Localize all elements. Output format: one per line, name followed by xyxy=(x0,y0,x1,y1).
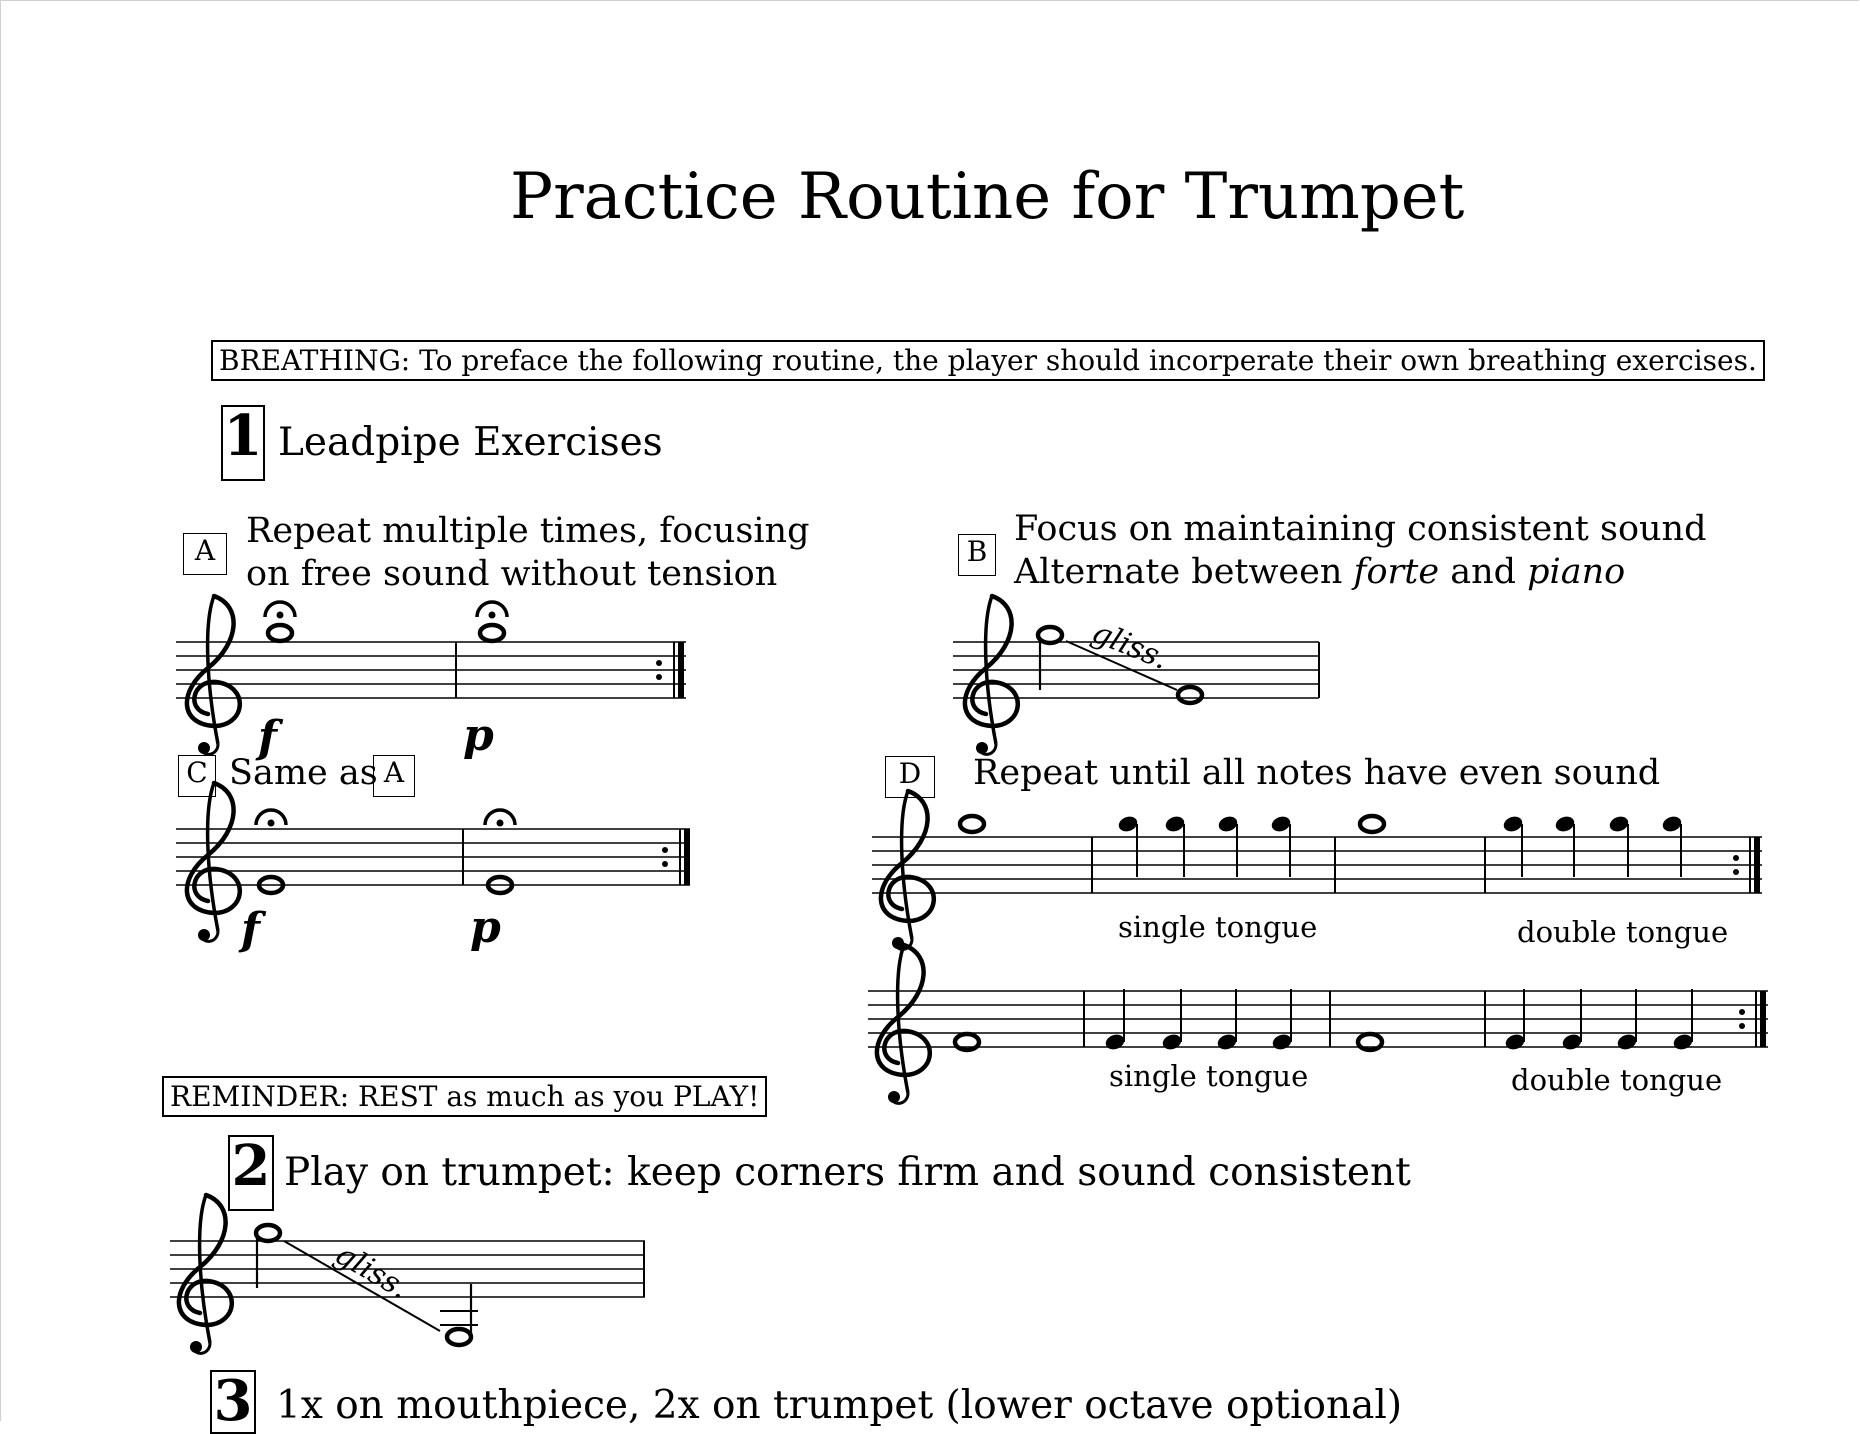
quarter-note xyxy=(1216,1032,1239,1052)
quarter-note xyxy=(1661,814,1684,834)
treble-clef-icon xyxy=(187,596,240,754)
forte-word: forte xyxy=(1353,552,1440,593)
staff-a xyxy=(176,596,686,763)
double-tongue-label-2: double tongue xyxy=(1511,1063,1723,1097)
exercise-d-letter: D xyxy=(885,756,935,798)
section-2-number: 2 xyxy=(228,1135,274,1211)
dynamic-forte: f xyxy=(258,712,277,763)
single-tongue-label-2: single tongue xyxy=(1109,1059,1309,1093)
quarter-note xyxy=(1672,1032,1695,1052)
quarter-note xyxy=(1270,814,1293,834)
quarter-note xyxy=(1616,1032,1639,1052)
section-3-number: 3 xyxy=(210,1370,256,1434)
staff-section-2 xyxy=(170,1195,645,1353)
treble-clef-icon xyxy=(179,1195,232,1353)
staff-c xyxy=(176,783,690,955)
exercise-a-line2: on free sound without tension xyxy=(246,554,778,595)
gliss-label: gliss. xyxy=(1087,614,1174,677)
gliss-label: gliss. xyxy=(329,1236,415,1307)
exercise-d-text: Repeat until all notes have even sound xyxy=(973,753,1661,793)
staff-b xyxy=(953,596,1319,754)
exercise-c-letter: C xyxy=(178,755,216,797)
whole-note xyxy=(268,625,292,641)
half-note xyxy=(256,1225,280,1241)
staff-d-line-1 xyxy=(872,791,1762,949)
quarter-note xyxy=(1561,1032,1584,1052)
section-3-title: 1x on mouthpiece, 2x on trumpet (lower octave optional) xyxy=(276,1383,1403,1428)
whole-note xyxy=(1360,816,1384,832)
fermata-icon xyxy=(477,602,507,619)
dynamic-piano: p xyxy=(463,710,494,761)
exercise-b-line1: Focus on maintaining consistent sound xyxy=(1014,509,1707,549)
dynamic-forte: f xyxy=(241,904,260,955)
exercise-b-line2-mid: and xyxy=(1439,552,1528,593)
exercise-a-line1: Repeat multiple times, focusing xyxy=(246,511,810,551)
half-note xyxy=(447,1329,471,1345)
whole-note xyxy=(480,625,504,641)
double-tongue-label-1: double tongue xyxy=(1517,915,1729,949)
dynamic-piano: p xyxy=(470,902,501,953)
treble-clef-icon xyxy=(881,791,934,949)
quarter-note xyxy=(1164,814,1187,834)
reminder-note: REMINDER: REST as much as you PLAY! xyxy=(162,1076,767,1117)
piano-word: piano xyxy=(1527,552,1626,593)
exercise-c-text: Same as xyxy=(229,753,378,793)
treble-clef-icon xyxy=(187,783,240,941)
fermata-icon xyxy=(256,810,286,827)
exercise-b-letter: B xyxy=(958,534,996,576)
staff-d-line-2 xyxy=(868,945,1768,1103)
quarter-note xyxy=(1502,814,1525,834)
quarter-note xyxy=(1117,814,1140,834)
quarter-note xyxy=(1608,814,1631,834)
page-title: Practice Routine for Trumpet xyxy=(510,160,1465,234)
section-1-number: 1 xyxy=(221,405,265,481)
whole-note xyxy=(960,816,984,832)
section-2-title: Play on trumpet: keep corners firm and sound consistent xyxy=(284,1150,1411,1195)
single-tongue-label-1: single tongue xyxy=(1118,910,1318,944)
fermata-icon xyxy=(485,810,515,827)
quarter-note xyxy=(1161,1032,1184,1052)
exercise-c-ref-letter: A xyxy=(373,755,415,797)
half-note xyxy=(1178,687,1202,703)
quarter-note xyxy=(1554,814,1577,834)
quarter-note xyxy=(1217,814,1240,834)
quarter-note xyxy=(1104,1032,1127,1052)
treble-clef-icon xyxy=(877,945,930,1103)
breathing-note: BREATHING: To preface the following routine, the player should incorperate their own breathing exercises. xyxy=(211,340,1765,381)
fermata-icon xyxy=(265,602,295,619)
quarter-note xyxy=(1271,1032,1294,1052)
treble-clef-icon xyxy=(965,596,1018,754)
section-1-title: Leadpipe Exercises xyxy=(278,420,663,465)
half-note xyxy=(1038,627,1062,643)
exercise-b-line2-pre: Alternate between xyxy=(1014,552,1354,593)
exercise-a-letter: A xyxy=(183,533,227,575)
quarter-note xyxy=(1504,1032,1527,1052)
